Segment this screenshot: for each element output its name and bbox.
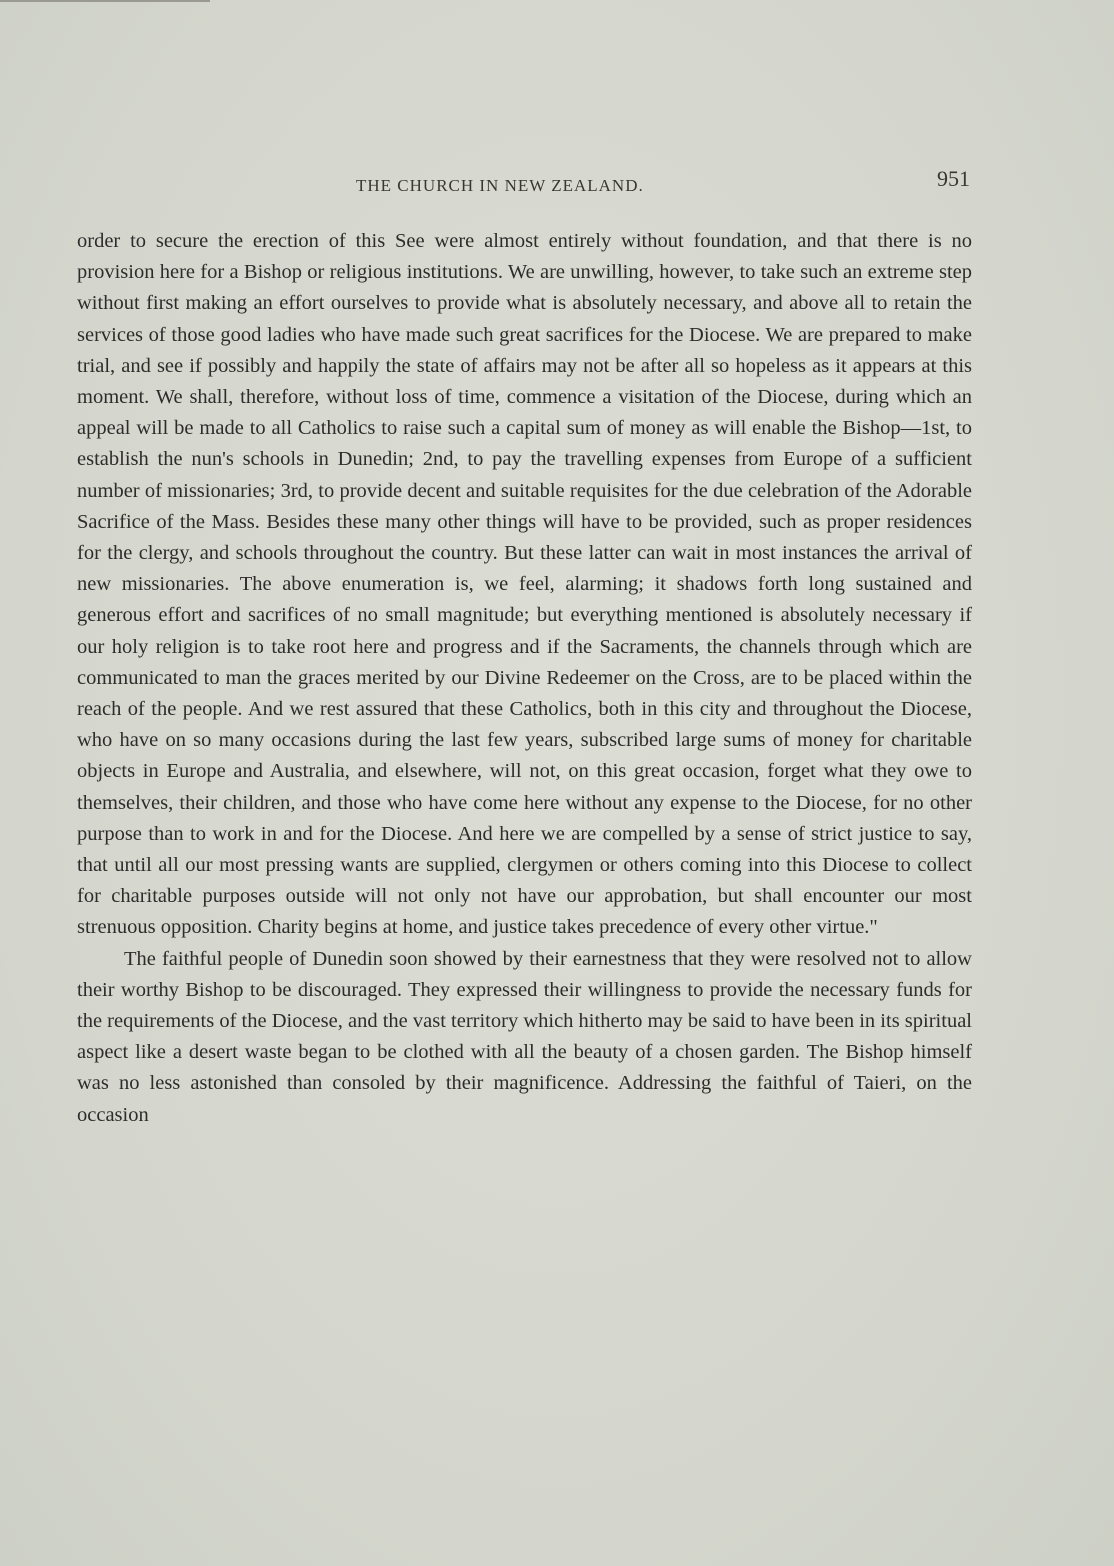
running-title: THE CHURCH IN NEW ZEALAND. xyxy=(356,176,644,195)
paragraph-new: The faithful people of Dunedin soon showed by their earnestness that they were resolved not to allow their worthy Bishop to be discouraged. They expressed their willingness to provide the necessary funds for the requirements of the Diocese, and the vast territory which hitherto may be said to have been in its spiritual aspect like a desert waste began to be clothed with all the beauty of a chosen garden. The Bishop himself was no less astonished than consoled by their magnificence. Addressing the faithful of Taieri, on the occasion xyxy=(77,947,972,1126)
paragraph-continued: order to secure the erection of this See were almost entirely without foundation, and that there is no provision here for a Bishop or religious institutions. We are unwilling, however, to take such an extreme step without first making an effort ourselves to provide what is absolutely necessary, and above all to retain the services of those good ladies who have made such great sacrifices for the Diocese. We are prepared to make trial, and see if possibly and happily the state of affairs may not be after all so hopeless as it appears at this moment. We shall, therefore, without loss of time, commence a visitation of the Diocese, during which an appeal will be made to all Catholics to raise such a capital sum of money as will enable the Bishop—1st, to establish the nun's schools in Dunedin; 2nd, to pay the travelling expenses from Europe of a sufficient number of missionaries; 3rd, to provide decent and suitable requisites for the due celebration of the Adorable Sacrifice of the Mass. Besides these many other things will have to be provided, such as proper residences for the clergy, and schools throughout the country. But these latter can wait in most instances the arrival of new missionaries. The above enumeration is, we feel, alarming; it shadows forth long sustained and generous effort and sacrifices of no small magnitude; but everything mentioned is absolutely necessary if our holy religion is to take root here and progress and if the Sacraments, the channels through which are communicated to man the graces merited by our Divine Redeemer on the Cross, are to be placed within the reach of the people. And we rest assured that these Catholics, both in this city and throughout the Diocese, who have on so many occasions during the last few years, subscribed large sums of money for charitable objects in Europe and Australia, and elsewhere, will not, on this great occasion, forget what they owe to themselves, their children, and those who have come here without any expense to the Diocese, for no other purpose than to work in and for the Diocese. And here we are compelled by a sense of strict justice to say, that until all our most pressing wants are supplied, clergymen or others coming into this Diocese to collect for charitable purposes outside will not only not have our approbation, but shall encounter our most strenuous opposition. Charity begins at home, and justice takes precedence of every other virtue." xyxy=(77,230,972,939)
top-edge-rule xyxy=(0,0,210,2)
body-text xyxy=(77,226,972,1131)
page-number: 951 xyxy=(937,166,970,191)
